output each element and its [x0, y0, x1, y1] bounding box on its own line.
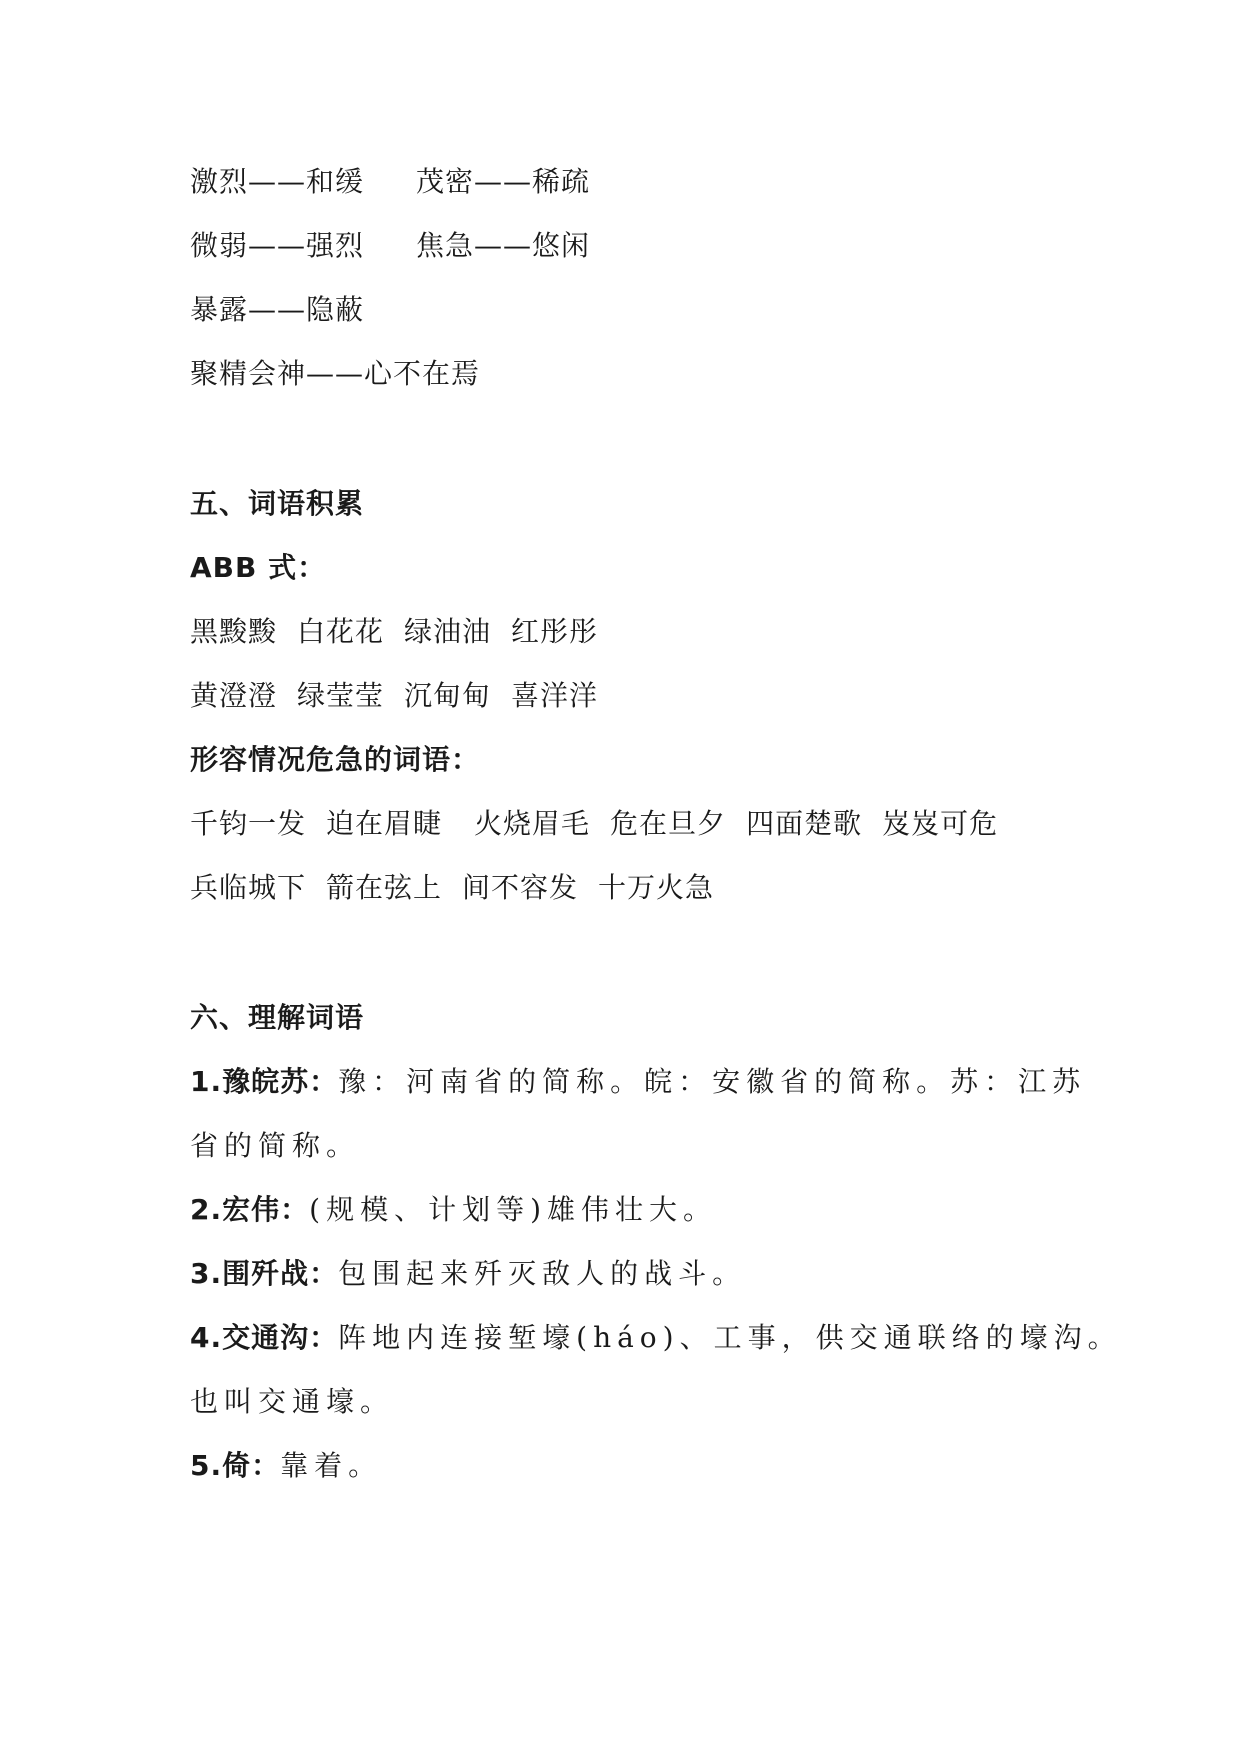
section-5-heading: 五、词语积累: [190, 487, 365, 520]
definition-term: 围歼战: [222, 1257, 310, 1290]
definition-text: (规模、计划等)雄伟壮大。: [309, 1193, 718, 1226]
word: 千钧一发: [190, 807, 307, 840]
word: 火烧眉毛: [474, 807, 591, 840]
antonym-row-1: [190, 162, 590, 202]
definition-text: 包围起来歼灭敌人的战斗。: [338, 1257, 747, 1290]
antonym-pair: 茂密——稀疏: [416, 165, 591, 198]
word: 白花花: [297, 615, 385, 648]
word: 沉甸甸: [404, 679, 492, 712]
definition-term: 豫皖苏: [222, 1065, 310, 1098]
definition-text: 也叫交通壕。: [190, 1385, 395, 1418]
word: 喜洋洋: [511, 679, 599, 712]
definition-item-4-cont: [190, 1382, 394, 1422]
term-colon: ：: [280, 1193, 310, 1226]
term-colon: ：: [309, 1065, 339, 1098]
word: 绿莹莹: [297, 679, 385, 712]
section-6-heading: 六、理解词语: [190, 1001, 365, 1034]
item-number: 2.: [190, 1193, 223, 1226]
word: 兵临城下: [190, 871, 307, 904]
antonym-pair: 暴露——隐蔽: [190, 293, 365, 326]
definition-item-1-cont: [190, 1126, 360, 1166]
abb-label: ABB 式：: [190, 551, 327, 584]
urgent-row-2: [190, 868, 714, 908]
abb-row-2: [190, 676, 598, 716]
definition-item-1: [190, 1062, 1086, 1102]
definition-term: 倚: [222, 1449, 252, 1482]
definition-item-3: [190, 1254, 746, 1294]
definition-term: 交通沟: [222, 1321, 310, 1354]
word: 间不容发: [462, 871, 579, 904]
definition-item-2: [190, 1190, 717, 1230]
antonym-row-3: [190, 290, 364, 330]
term-colon: ：: [309, 1321, 339, 1354]
urgent-row-1: [190, 804, 998, 844]
term-colon: ：: [309, 1257, 339, 1290]
item-number: 3.: [190, 1257, 223, 1290]
definition-item-5: [190, 1446, 382, 1486]
item-number: 4.: [190, 1321, 223, 1354]
antonym-pair: 激烈——和缓: [190, 165, 365, 198]
definition-item-4: [190, 1318, 1122, 1358]
definition-text: 省的简称。: [190, 1129, 361, 1162]
abb-row-1: [190, 612, 598, 652]
definition-text: 靠着。: [280, 1449, 383, 1482]
antonym-row-2: [190, 226, 590, 266]
item-number: 5.: [190, 1449, 223, 1482]
word: 绿油油: [404, 615, 492, 648]
word: 四面楚歌: [746, 807, 863, 840]
definition-term: 宏伟: [222, 1193, 281, 1226]
word: 箭在弦上: [326, 871, 443, 904]
definition-text: 阵地内连接堑壕(háo)、工事，供交通联络的壕沟。: [338, 1321, 1122, 1354]
word: 红彤彤: [511, 615, 599, 648]
antonym-row-4: [190, 354, 480, 394]
urgent-label: 形容情况危急的词语：: [190, 743, 481, 776]
item-number: 1.: [190, 1065, 223, 1098]
definition-text: 豫：河南省的简称。皖：安徽省的简称。苏：江苏: [338, 1065, 1087, 1098]
word: 黑黢黢: [190, 615, 278, 648]
antonym-pair: 聚精会神——心不在焉: [190, 357, 481, 390]
word: 岌岌可危: [882, 807, 999, 840]
word: 黄澄澄: [190, 679, 278, 712]
word: 十万火急: [598, 871, 715, 904]
antonym-pair: 微弱——强烈: [190, 229, 365, 262]
word: 迫在眉睫: [326, 807, 443, 840]
term-colon: ：: [251, 1449, 281, 1482]
word: 危在旦夕: [610, 807, 727, 840]
antonym-pair: 焦急——悠闲: [416, 229, 591, 262]
